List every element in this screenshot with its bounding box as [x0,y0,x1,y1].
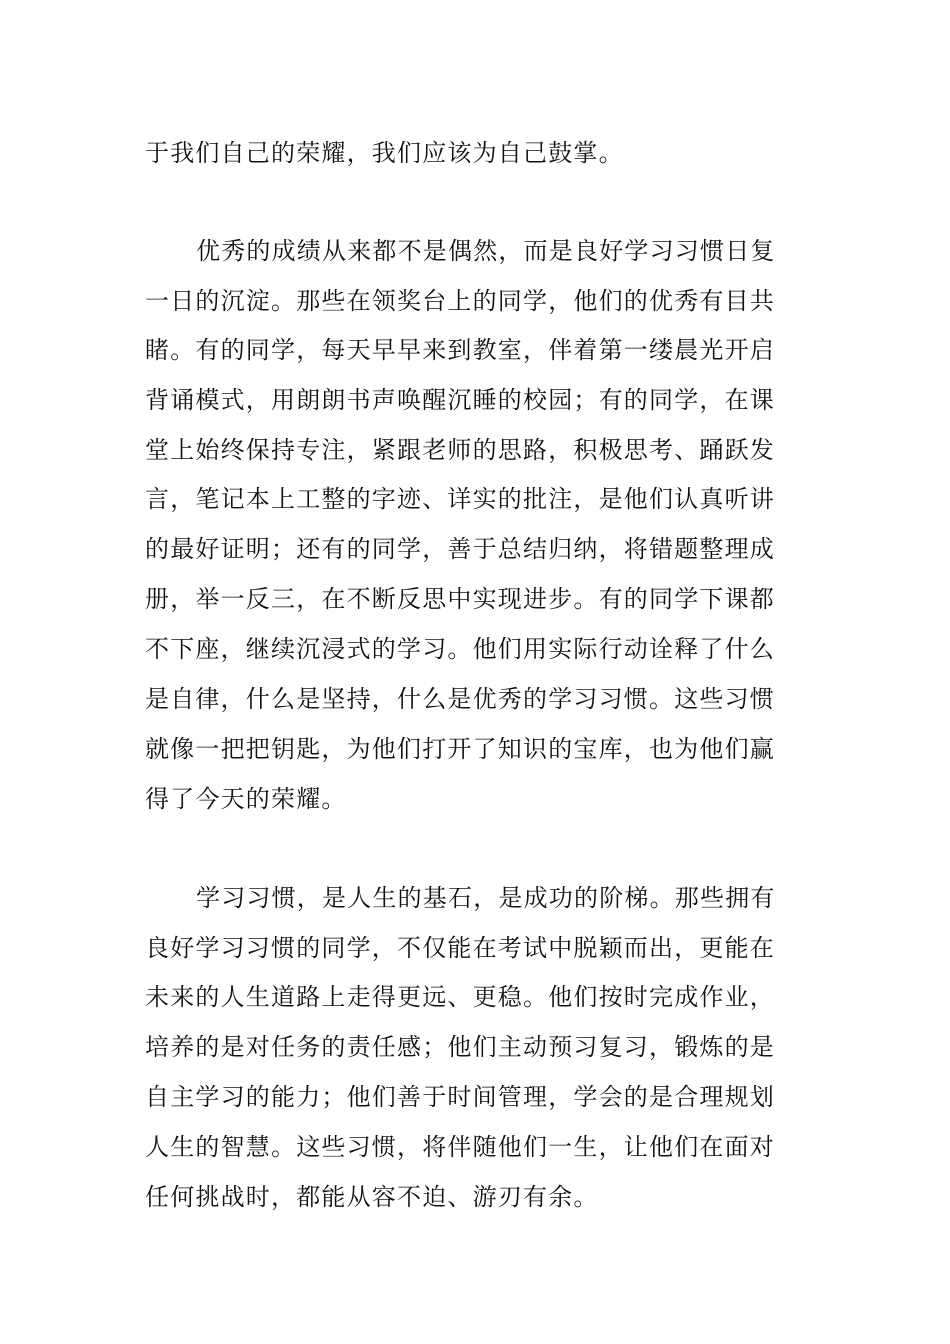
paragraph-2-line-9: 不下座，继续沉浸式的学习。他们用实际行动诠释了什么 [145,635,775,663]
paragraph-2-line-7: 的最好证明；还有的同学，善于总结归纳，将错题整理成 [145,535,775,563]
paragraph-3-line-5: 自主学习的能力；他们善于时间管理，学会的是合理规划 [145,1083,775,1111]
paragraph-2-line-6: 言，笔记本上工整的字迹、详实的批注，是他们认真听讲 [145,485,775,513]
paragraph-1-line-1: 于我们自己的荣耀，我们应该为自己鼓掌。 [145,139,624,167]
paragraph-2-line-3: 睹。有的同学，每天早早来到教室，伴着第一缕晨光开启 [145,336,775,364]
paragraph-3-line-7: 任何挑战时，都能从容不迫、游刃有余。 [145,1183,599,1211]
paragraph-2-line-5: 堂上始终保持专注，紧跟老师的思路，积极思考、踊跃发 [145,436,775,464]
paragraph-3-line-2: 良好学习习惯的同学，不仅能在考试中脱颖而出，更能在 [145,934,775,962]
paragraph-3-line-3: 未来的人生道路上走得更远、更稳。他们按时完成作业， [145,983,775,1011]
paragraph-3-line-1: 学习习惯，是人生的基石，是成功的阶梯。那些拥有 [196,884,776,912]
paragraph-2-line-11: 就像一把把钥匙，为他们打开了知识的宝库，也为他们赢 [145,735,775,763]
paragraph-2-line-10: 是自律，什么是坚持，什么是优秀的学习习惯。这些习惯 [145,685,775,713]
paragraph-2-line-2: 一日的沉淀。那些在领奖台上的同学，他们的优秀有目共 [145,287,775,315]
paragraph-2-line-4: 背诵模式，用朗朗书声唤醒沉睡的校园；有的同学，在课 [145,386,775,414]
paragraph-2-line-8: 册，举一反三，在不断反思中实现进步。有的同学下课都 [145,585,775,613]
paragraph-2-line-12: 得了今天的荣耀。 [145,785,347,813]
paragraph-2-line-1: 优秀的成绩从来都不是偶然，而是良好学习习惯日复 [196,237,776,265]
paragraph-3-line-6: 人生的智慧。这些习惯，将伴随他们一生，让他们在面对 [145,1133,775,1161]
paragraph-3-line-4: 培养的是对任务的责任感；他们主动预习复习，锻炼的是 [145,1033,775,1061]
